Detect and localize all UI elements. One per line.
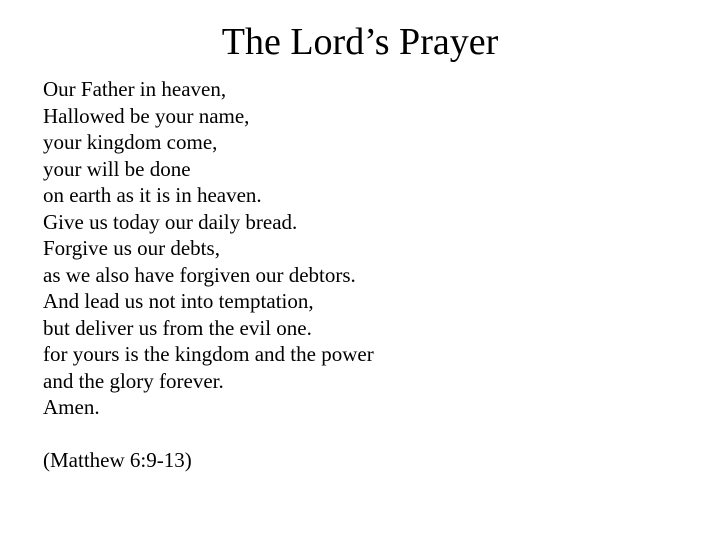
prayer-line: and the glory forever. — [43, 368, 224, 393]
prayer-line: on earth as it is in heaven. — [43, 183, 262, 207]
prayer-line: Amen. — [43, 395, 100, 419]
prayer-line: Hallowed be your name, — [43, 103, 250, 128]
prayer-line: for yours is the kingdom and the power — [43, 342, 374, 366]
prayer-line: your will be done — [43, 156, 191, 181]
prayer-line: And lead us not into temptation, — [43, 289, 314, 313]
prayer-text — [43, 76, 703, 473]
prayer-line: your kingdom come, — [43, 130, 218, 154]
prayer-line: as we also have forgiven our debtors. — [43, 262, 356, 287]
slide-title: The Lord’s Prayer — [221, 21, 499, 63]
prayer-line: but deliver us from the evil one. — [43, 315, 312, 340]
prayer-line: Forgive us our debts, — [43, 236, 220, 260]
scripture-citation: (Matthew 6:9-13) — [43, 447, 192, 472]
prayer-line: Our Father in heaven, — [43, 77, 227, 101]
prayer-line: Give us today our daily bread. — [43, 209, 298, 234]
